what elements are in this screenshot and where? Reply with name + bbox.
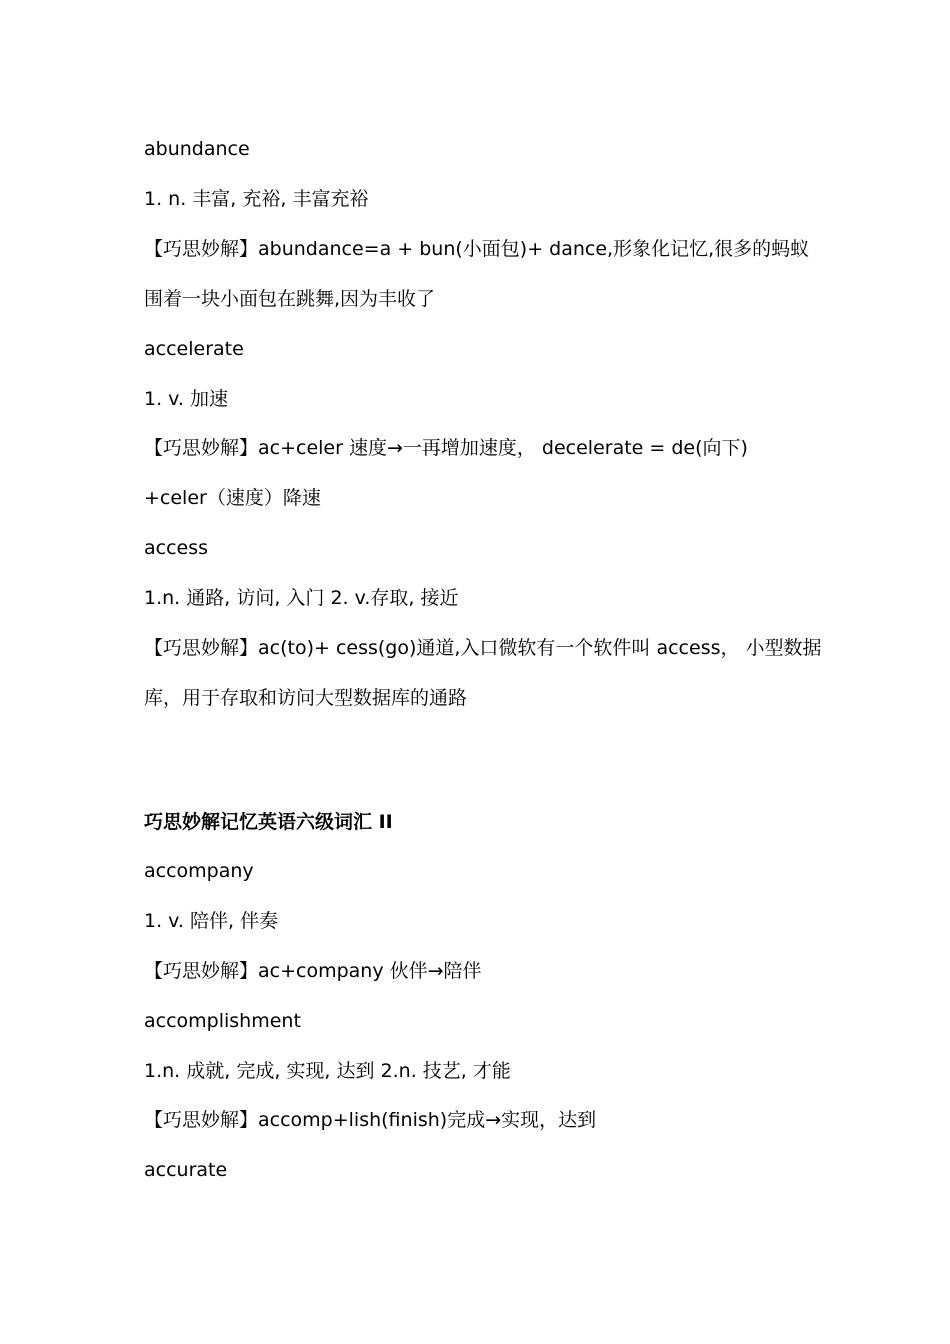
entry-tip-accompany: 【巧思妙解】ac+company 伙伴→陪伴	[144, 960, 482, 982]
entry-word-accurate: accurate	[144, 1159, 228, 1181]
entry-tip-access-line2: 库，用于存取和访问大型数据库的通路	[144, 687, 468, 709]
entry-word-abundance: abundance	[144, 138, 250, 160]
entry-tip-access-line1: 【巧思妙解】ac(to)+ cess(go)通道,入口微软有一个软件叫 access， 小型数据	[144, 637, 822, 659]
entry-word-accomplishment: accomplishment	[144, 1010, 301, 1032]
entry-word-accelerate: accelerate	[144, 338, 244, 360]
entry-tip-accelerate-line2: +celer（速度）降速	[144, 487, 321, 509]
entry-tip-abundance-line1: 【巧思妙解】abundance=a + bun(小面包)+ dance,形象化记忆,很多的蚂蚁	[144, 238, 810, 260]
entry-definition-access: 1.n. 通路, 访问, 入门 2. v.存取, 接近	[144, 587, 459, 609]
entry-tip-accelerate-line1: 【巧思妙解】ac+celer 速度→一再增加速度， decelerate = de(向下)	[144, 437, 748, 459]
entry-definition-accomplishment: 1.n. 成就, 完成, 实现, 达到 2.n. 技艺, 才能	[144, 1060, 511, 1082]
entry-word-access: access	[144, 537, 209, 559]
entry-definition-abundance: 1. n. 丰富, 充裕, 丰富充裕	[144, 188, 369, 210]
entry-tip-accomplishment: 【巧思妙解】accomp+lish(finish)完成→实现，达到	[144, 1109, 597, 1131]
entry-definition-accelerate: 1. v. 加速	[144, 388, 229, 410]
entry-definition-accompany: 1. v. 陪伴, 伴奏	[144, 910, 279, 932]
entry-word-accompany: accompany	[144, 860, 254, 882]
section-heading: 巧思妙解记忆英语六级词汇 II	[144, 811, 393, 833]
entry-tip-abundance-line2: 围着一块小面包在跳舞,因为丰收了	[144, 288, 436, 310]
